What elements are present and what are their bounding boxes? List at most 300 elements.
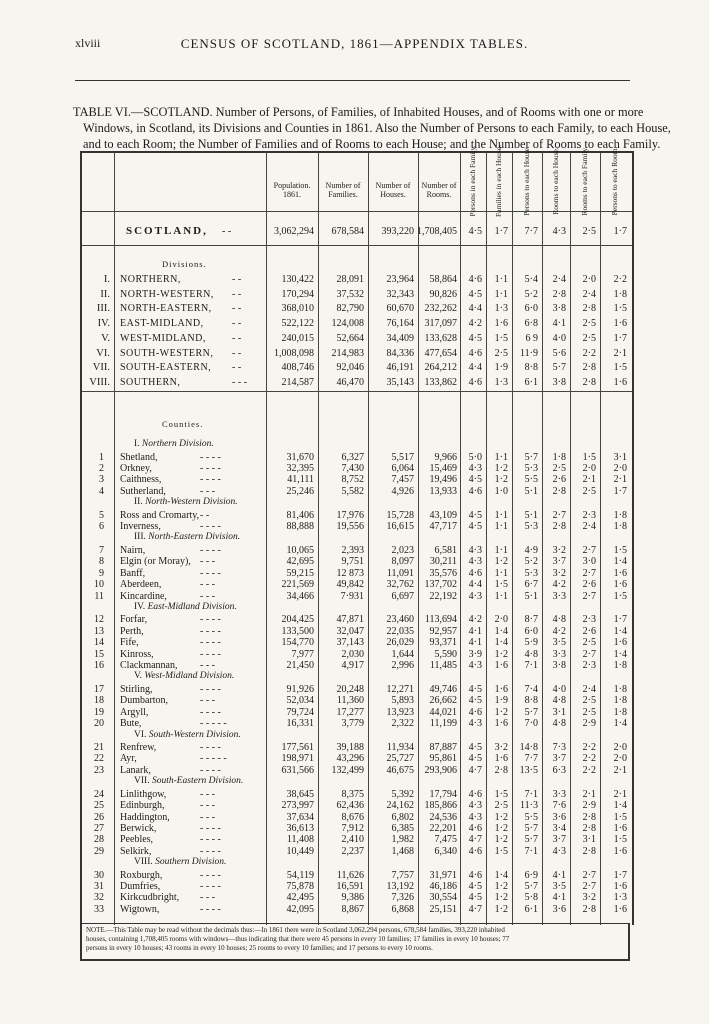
- row-name: Berwick,: [120, 822, 157, 834]
- value-cell: 1·2: [494, 706, 508, 718]
- value-cell: 7,430: [341, 462, 364, 474]
- value-cell: 22,035: [386, 625, 414, 637]
- value-cell: 2·2: [613, 274, 627, 285]
- value-cell: 38,645: [286, 788, 314, 800]
- value-cell: 204,425: [281, 614, 314, 626]
- value-cell: 4·5: [468, 892, 482, 904]
- row-dashes: - - - -: [200, 567, 221, 579]
- row-name: Sutherland,: [120, 485, 166, 497]
- value-cell: 4·1: [552, 869, 566, 881]
- value-cell: 137,702: [424, 579, 457, 591]
- row-number: 8: [99, 556, 104, 568]
- value-cell: 13,923: [386, 706, 414, 718]
- row-dashes: - -: [232, 274, 242, 285]
- value-cell: 12 873: [336, 567, 364, 579]
- value-cell: 37,143: [336, 637, 364, 649]
- value-cell: 7·6: [552, 800, 566, 812]
- value-cell: 7,326: [391, 892, 414, 904]
- row-number: III.: [96, 303, 110, 315]
- row-number: 10: [94, 579, 104, 591]
- value-cell: 2·0: [494, 614, 508, 626]
- row-number: VII.: [92, 362, 110, 374]
- row-dashes: - -: [200, 509, 210, 521]
- division-subheading-text: South-Western Division.: [148, 729, 241, 740]
- value-cell: 5·8: [524, 892, 538, 904]
- row-number: 31: [94, 881, 104, 892]
- value-cell: 1·5: [494, 332, 508, 344]
- value-cell: 2·4: [552, 274, 566, 285]
- value-cell: 2,237: [341, 845, 364, 857]
- value-cell: 5·9: [524, 637, 538, 649]
- row-dashes: - -: [232, 332, 242, 344]
- value-cell: 2·3: [582, 660, 596, 671]
- caption-line: and to each Room; the Number of Families and of Rooms to each House; and the Number of Rooms to each Family.: [83, 137, 661, 151]
- value-cell: 3·1: [582, 834, 596, 846]
- value-cell: 8,097: [391, 556, 414, 568]
- value-cell: 1·5: [494, 788, 508, 800]
- row-name: Forfar,: [120, 614, 148, 626]
- value-cell: 2·7: [582, 881, 596, 892]
- value-cell: 4·8: [552, 614, 566, 626]
- value-cell: 6·8: [524, 318, 538, 330]
- row-name: Ross and Cromarty,: [120, 509, 200, 521]
- value-cell: 8·8: [524, 362, 538, 374]
- value-cell: 19,496: [429, 474, 457, 486]
- value-cell: 2·8: [582, 903, 596, 915]
- row-number: 20: [94, 718, 104, 730]
- value-cell: 25,246: [286, 485, 314, 497]
- value-cell: 7·3: [552, 742, 566, 753]
- value-cell: 11,408: [286, 834, 314, 846]
- value-cell: 1·9: [494, 695, 508, 707]
- value-cell: 2·8: [494, 764, 508, 776]
- value-cell: 1·2: [494, 822, 508, 834]
- row-dashes: - - - -: [200, 521, 221, 532]
- value-cell: 7·931: [340, 590, 364, 602]
- division-subheading-num: VI.: [134, 729, 147, 740]
- value-cell: 4·2: [552, 579, 566, 591]
- row-number: VIII.: [89, 376, 110, 388]
- value-cell: 39,188: [336, 742, 364, 753]
- value-cell: 1·6: [494, 318, 508, 330]
- value-cell: 3·8: [552, 376, 566, 388]
- value-cell: 1·7: [613, 614, 627, 626]
- row-dashes: - - -: [200, 811, 215, 823]
- row-number: 12: [94, 614, 104, 626]
- value-cell: 1·3: [494, 376, 508, 388]
- value-cell: 1·1: [494, 288, 508, 300]
- value-cell: 4·6: [468, 485, 482, 497]
- value-cell: 75,878: [286, 881, 314, 892]
- value-cell: 5·2: [524, 556, 538, 568]
- value-cell: 36,613: [286, 822, 314, 834]
- division-row: [82, 332, 632, 345]
- value-cell: 4·2: [468, 614, 482, 626]
- value-cell: 393,220: [381, 226, 414, 237]
- value-cell: 2·8: [582, 376, 596, 388]
- value-cell: 4·6: [468, 376, 482, 388]
- row-dashes: - - - -: [200, 462, 221, 474]
- value-cell: 232,262: [424, 303, 457, 315]
- row-name: NORTHERN,: [120, 274, 181, 285]
- value-cell: 90,826: [429, 288, 457, 300]
- value-cell: 1·6: [613, 579, 627, 591]
- row-name: Elgin (or Moray),: [120, 556, 191, 568]
- value-cell: 1·4: [494, 637, 508, 649]
- row-name: Edinburgh,: [120, 800, 165, 812]
- value-cell: 2·5: [494, 800, 508, 812]
- value-cell: 2·0: [582, 274, 596, 285]
- value-cell: 408,746: [281, 362, 314, 374]
- value-cell: 1·2: [494, 474, 508, 486]
- division-row: [82, 347, 632, 360]
- row-number: 6: [99, 521, 104, 532]
- value-cell: 4·5: [468, 695, 482, 707]
- value-cell: 23,460: [386, 614, 414, 626]
- value-cell: 35,143: [386, 376, 414, 388]
- row-number: 33: [94, 903, 104, 915]
- value-cell: 1·6: [613, 376, 627, 388]
- value-cell: 6,581: [434, 544, 457, 556]
- division-subheading-num: VIII.: [134, 857, 153, 868]
- value-cell: 81,406: [286, 509, 314, 521]
- value-cell: 5·3: [524, 521, 538, 532]
- value-cell: 11,626: [336, 869, 364, 881]
- row-name: Wigtown,: [120, 903, 160, 915]
- value-cell: 2·4: [582, 683, 596, 695]
- table-note: [80, 923, 630, 961]
- row-dashes: - -: [222, 226, 232, 237]
- col-header-text: Rooms to each Family.: [580, 146, 589, 216]
- value-cell: 7·1: [524, 845, 538, 857]
- value-cell: 1·6: [494, 660, 508, 671]
- value-cell: 8·8: [524, 695, 538, 707]
- value-cell: 2·0: [613, 462, 627, 474]
- value-cell: 2·1: [613, 764, 627, 776]
- row-name: Kinross,: [120, 648, 154, 660]
- value-cell: 6,327: [341, 451, 364, 463]
- value-cell: 1·2: [494, 881, 508, 892]
- division-subheading-text: North-Western Division.: [145, 497, 238, 508]
- value-cell: 2·5: [582, 226, 596, 237]
- value-cell: 6·3: [552, 764, 566, 776]
- value-cell: 5·5: [524, 811, 538, 823]
- value-cell: 10,065: [286, 544, 314, 556]
- value-cell: 368,010: [281, 303, 314, 315]
- row-dashes: - -: [232, 303, 242, 315]
- row-number: 25: [94, 800, 104, 812]
- value-cell: 4·7: [468, 764, 482, 776]
- row-dashes: - - - -: [200, 614, 221, 626]
- value-cell: 16,615: [386, 521, 414, 532]
- value-cell: 5·3: [524, 567, 538, 579]
- value-cell: 3·7: [552, 556, 566, 568]
- value-cell: 2·9: [582, 800, 596, 812]
- division-subheading-text: East-Midland Division.: [147, 601, 237, 612]
- row-dashes: - -: [232, 362, 242, 374]
- value-cell: 17,976: [336, 509, 364, 521]
- value-cell: 2·5: [582, 318, 596, 330]
- value-cell: 46,470: [336, 376, 364, 388]
- row-name: NORTH-EASTERN,: [120, 303, 212, 315]
- value-cell: 4·3: [468, 544, 482, 556]
- value-cell: 2·1: [613, 347, 627, 359]
- row-number: V.: [101, 332, 110, 344]
- value-cell: 1·1: [494, 509, 508, 521]
- row-number: 29: [94, 845, 104, 857]
- row-dashes: - - - -: [200, 648, 221, 660]
- county-row: [82, 485, 632, 498]
- division-subheading-text: West-Midland Division.: [144, 671, 235, 682]
- value-cell: 3,779: [341, 718, 364, 730]
- county-row: [82, 764, 632, 777]
- col-header-rooms-family: [568, 146, 602, 216]
- value-cell: 1·2: [494, 811, 508, 823]
- value-cell: 4·6: [468, 845, 482, 857]
- value-cell: 2·7: [582, 590, 596, 602]
- value-cell: 4·0: [552, 683, 566, 695]
- value-cell: 3·8: [552, 303, 566, 315]
- value-cell: 1·5: [613, 362, 627, 374]
- value-cell: 1·1: [494, 451, 508, 463]
- value-cell: 133,628: [424, 332, 457, 344]
- value-cell: 5·7: [552, 362, 566, 374]
- value-cell: 132,499: [331, 764, 364, 776]
- row-number: 21: [94, 742, 104, 753]
- value-cell: 1·5: [613, 303, 627, 315]
- value-cell: 11,485: [429, 660, 457, 671]
- row-number: 22: [94, 753, 104, 765]
- value-cell: 2·5: [494, 347, 508, 359]
- row-dashes: - - -: [200, 590, 215, 602]
- row-name: Peebles,: [120, 834, 154, 846]
- value-cell: 1·8: [613, 509, 627, 521]
- value-cell: 54,119: [286, 869, 314, 881]
- value-cell: 1·8: [613, 695, 627, 707]
- value-cell: 3·8: [552, 660, 566, 671]
- value-cell: 3·9: [468, 648, 482, 660]
- value-cell: 5·7: [524, 706, 538, 718]
- value-cell: 4·5: [468, 288, 482, 300]
- division-subheading-num: V.: [134, 671, 143, 682]
- division-subheading-text: North-Eastern Division.: [148, 532, 241, 543]
- value-cell: 93,371: [429, 637, 457, 649]
- value-cell: 7,457: [391, 474, 414, 486]
- value-cell: 1·8: [613, 660, 627, 671]
- value-cell: 3·1: [613, 451, 627, 463]
- value-cell: 4·8: [552, 718, 566, 730]
- value-cell: 4·5: [468, 521, 482, 532]
- row-name: Argyll,: [120, 706, 149, 718]
- table-caption: [73, 104, 671, 152]
- value-cell: 13,192: [386, 881, 414, 892]
- value-cell: 4·4: [468, 303, 482, 315]
- row-number: 19: [94, 706, 104, 718]
- value-cell: 1·2: [494, 834, 508, 846]
- value-cell: 5·7: [524, 881, 538, 892]
- value-cell: 7·7: [524, 753, 538, 765]
- col-header-text: Persons to each Room.: [610, 146, 619, 216]
- value-cell: 2·2: [582, 753, 596, 765]
- division-row: [82, 376, 632, 389]
- row-dashes: - - - -: [200, 544, 221, 556]
- value-cell: 2,393: [341, 544, 364, 556]
- row-name: Kincardine,: [120, 590, 167, 602]
- header-bottom-rule: [82, 211, 632, 212]
- value-cell: 4·6: [468, 567, 482, 579]
- census-table: [80, 144, 634, 925]
- value-cell: 95,861: [429, 753, 457, 765]
- value-cell: 113,694: [424, 614, 457, 626]
- value-cell: 2·7: [582, 567, 596, 579]
- row-name: SOUTH-EASTERN,: [120, 362, 212, 374]
- col-header-families: Number of Families.: [325, 181, 361, 199]
- value-cell: 3·3: [552, 648, 566, 660]
- value-cell: 5·2: [524, 288, 538, 300]
- note-line: NOTE.—This Table may be read without the decimals thus:—In 1861 there were in Scotland 3,062,294 persons, 678,584 families, 393,220 inhabited: [86, 926, 505, 934]
- value-cell: 5·5: [524, 474, 538, 486]
- value-cell: 30,211: [429, 556, 457, 568]
- value-cell: 293,906: [424, 764, 457, 776]
- value-cell: 2·5: [582, 706, 596, 718]
- value-cell: 1·5: [494, 845, 508, 857]
- value-cell: 3·3: [552, 788, 566, 800]
- value-cell: 3·0: [582, 556, 596, 568]
- value-cell: 87,887: [429, 742, 457, 753]
- value-cell: 4·0: [552, 332, 566, 344]
- value-cell: 6·7: [524, 579, 538, 591]
- value-cell: 214,983: [331, 347, 364, 359]
- row-dashes: - - - - -: [200, 718, 227, 730]
- row-name: Caithness,: [120, 474, 162, 486]
- total-row: [82, 225, 632, 238]
- value-cell: 185,866: [424, 800, 457, 812]
- value-cell: 41,111: [287, 474, 314, 486]
- value-cell: 7·7: [524, 226, 538, 237]
- row-name: Fife,: [120, 637, 139, 649]
- value-cell: 4·5: [468, 226, 482, 237]
- value-cell: 1·2: [494, 648, 508, 660]
- value-cell: 1·8: [613, 288, 627, 300]
- value-cell: 3,062,294: [274, 226, 314, 237]
- row-name: SOUTHERN,: [120, 376, 181, 388]
- value-cell: 273,997: [281, 800, 314, 812]
- value-cell: 32,762: [386, 579, 414, 591]
- value-cell: 130,422: [281, 274, 314, 285]
- value-cell: 13,933: [429, 485, 457, 497]
- value-cell: 62,436: [336, 800, 364, 812]
- row-name: Stirling,: [120, 683, 153, 695]
- value-cell: 4·5: [468, 881, 482, 892]
- row-number: 7: [99, 544, 104, 556]
- value-cell: 317,097: [424, 318, 457, 330]
- row-name: EAST-MIDLAND,: [120, 318, 204, 330]
- value-cell: 43,109: [429, 509, 457, 521]
- value-cell: 1·4: [613, 648, 627, 660]
- value-cell: 17,794: [429, 788, 457, 800]
- value-cell: 5·1: [524, 509, 538, 521]
- division-row: [82, 361, 632, 374]
- value-cell: 4·3: [552, 845, 566, 857]
- value-cell: 28,091: [336, 274, 364, 285]
- value-cell: 2·7: [582, 869, 596, 881]
- value-cell: 2·8: [552, 485, 566, 497]
- divisions-bottom-rule: [82, 391, 632, 392]
- value-cell: 4·8: [552, 695, 566, 707]
- division-subheading: [134, 776, 243, 786]
- value-cell: 1·3: [613, 892, 627, 904]
- value-cell: 2,410: [341, 834, 364, 846]
- value-cell: 47,871: [336, 614, 364, 626]
- value-cell: 46,675: [386, 764, 414, 776]
- value-cell: 2·7: [582, 648, 596, 660]
- row-number: 18: [94, 695, 104, 707]
- value-cell: 4·3: [468, 556, 482, 568]
- value-cell: 7·1: [524, 660, 538, 671]
- row-dashes: - -: [232, 347, 242, 359]
- row-name: Dumbarton,: [120, 695, 169, 707]
- value-cell: 3·7: [552, 834, 566, 846]
- value-cell: 1·9: [494, 362, 508, 374]
- value-cell: 24,162: [386, 800, 414, 812]
- value-cell: 2·5: [582, 485, 596, 497]
- value-cell: 46,186: [429, 881, 457, 892]
- value-cell: 4·6: [468, 869, 482, 881]
- value-cell: 4·3: [468, 811, 482, 823]
- value-cell: 11·3: [520, 800, 538, 812]
- value-cell: 1·8: [613, 706, 627, 718]
- row-number: 27: [94, 822, 104, 834]
- value-cell: 3·2: [552, 567, 566, 579]
- row-number: 1: [99, 451, 104, 463]
- value-cell: 3·3: [552, 590, 566, 602]
- col-header-rooms: Number of Rooms.: [421, 181, 457, 199]
- row-dashes: - - - - -: [200, 753, 227, 765]
- value-cell: 1,008,098: [274, 347, 314, 359]
- value-cell: 42,095: [286, 903, 314, 915]
- value-cell: 4·5: [468, 742, 482, 753]
- row-number: VI.: [96, 347, 110, 359]
- row-name: Kirkcudbright,: [120, 892, 180, 904]
- division-row: [82, 273, 632, 286]
- value-cell: 32,343: [386, 288, 414, 300]
- value-cell: 17,277: [336, 706, 364, 718]
- division-subheading-num: VII.: [134, 776, 150, 787]
- value-cell: 4·5: [468, 509, 482, 521]
- row-dashes: - - - -: [200, 637, 221, 649]
- value-cell: 8,375: [341, 788, 364, 800]
- value-cell: 16,331: [286, 718, 314, 730]
- value-cell: 1·8: [552, 451, 566, 463]
- row-dashes: - - -: [200, 485, 215, 497]
- county-row: [82, 845, 632, 858]
- value-cell: 2,996: [391, 660, 414, 671]
- value-cell: 58,864: [429, 274, 457, 285]
- value-cell: 2·6: [552, 474, 566, 486]
- division-subheading: [134, 857, 226, 867]
- value-cell: 4·7: [468, 834, 482, 846]
- value-cell: 2·8: [552, 288, 566, 300]
- value-cell: 4·3: [468, 718, 482, 730]
- value-cell: 1·6: [613, 881, 627, 892]
- value-cell: 2·1: [613, 474, 627, 486]
- row-dashes: - - - -: [200, 903, 221, 915]
- row-name: NORTH-WESTERN,: [120, 288, 214, 300]
- row-name: Nairn,: [120, 544, 146, 556]
- value-cell: 59,215: [286, 567, 314, 579]
- row-name: WEST-MIDLAND,: [120, 332, 206, 344]
- row-dashes: - - -: [200, 660, 215, 671]
